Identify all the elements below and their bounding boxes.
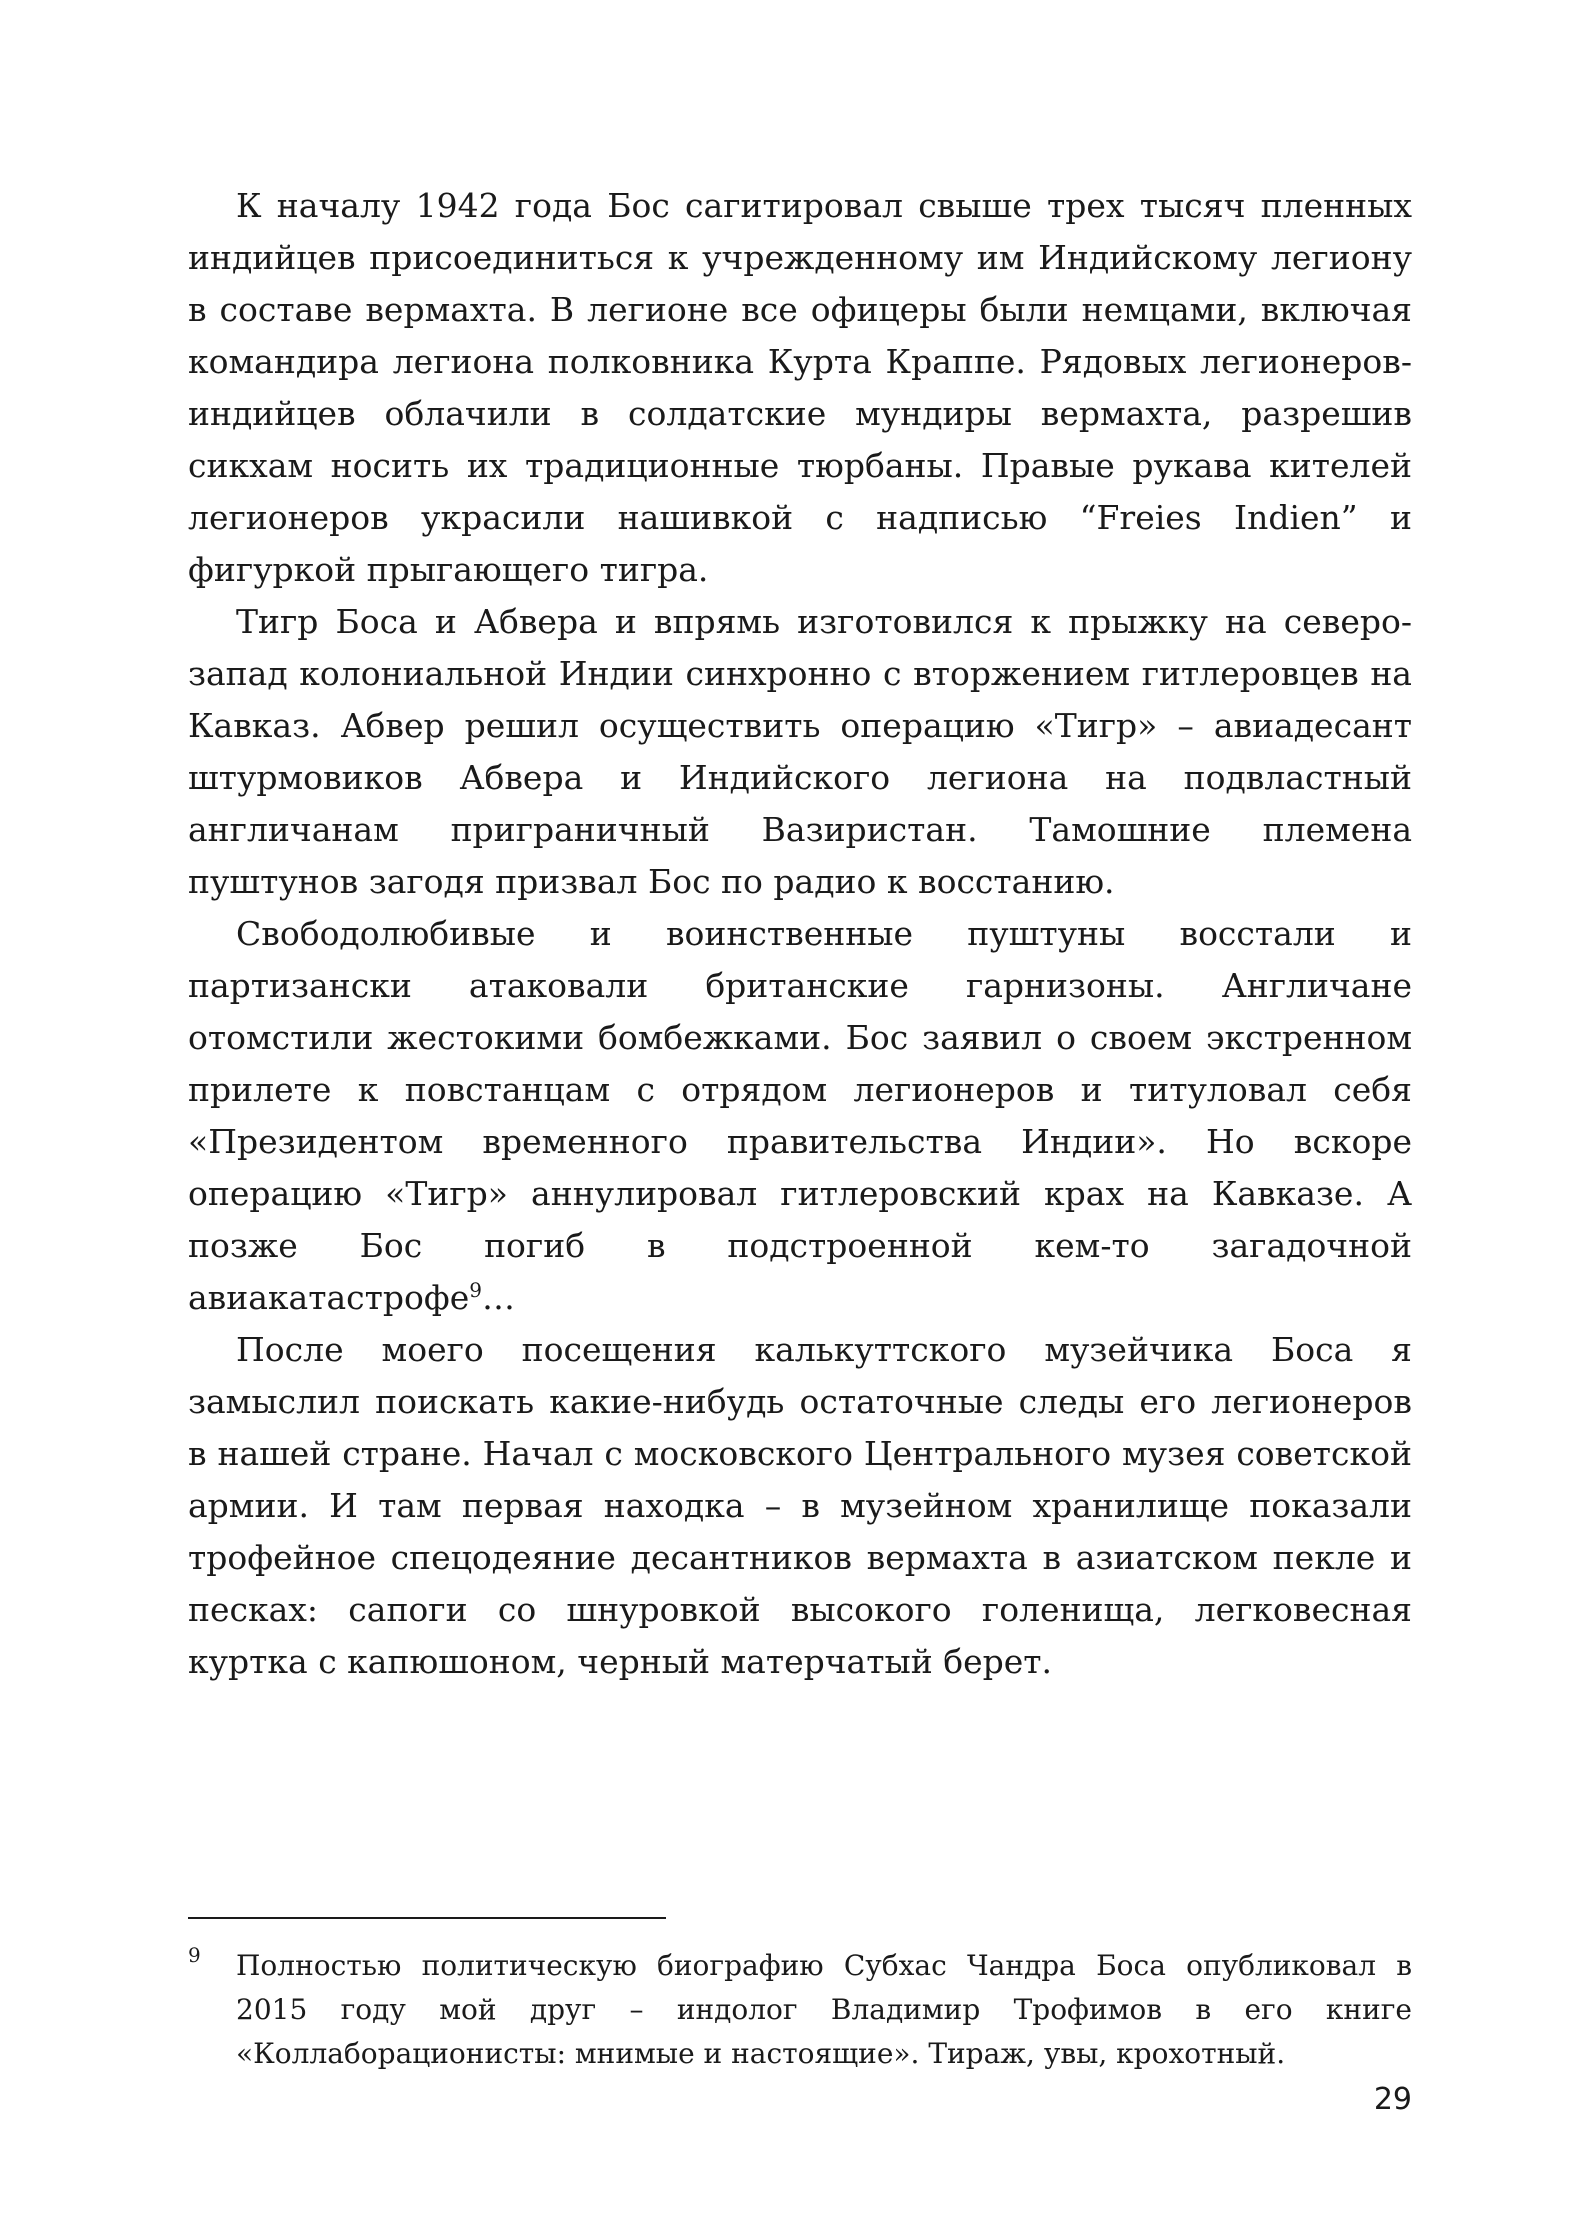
paragraph-1: К началу 1942 года Бос сагитировал свыше трех тысяч пленных индийцев присоединиться к учрежденному им Индийскому легиону в составе вермахта. В легионе все офицеры были немцами, включая командира легиона полковника Курта Краппе. Рядовых легионеров-индийцев облачили в солдатские мундиры вермахта, разрешив сикхам носить их традиционные тюрбаны. Правые рукава кителей легионеров украсили нашивкой с надписью “Freies Indien” и фигуркой прыгающего тигра. bbox=[188, 186, 1412, 589]
paragraph-2: Тигр Боса и Абвера и впрямь изготовился к прыжку на северо-запад колониальной Индии синхронно с вторжением гитлеровцев на Кавказ. Абвер решил осуществить операцию «Тигр» – авиадесант штурмовиков Абвера и Индийского легиона на подвластный англичанам приграничный Вазиристан. Тамошние племена пуштунов загодя призвал Бос по радио к восстанию. bbox=[188, 602, 1412, 901]
paragraph-3-ellipsis: … bbox=[481, 1278, 515, 1317]
footnote-reference[interactable]: 9 bbox=[469, 1278, 482, 1302]
footnote bbox=[188, 1944, 1412, 2076]
footnote-number: 9 bbox=[188, 1943, 201, 1967]
footnote-text: Полностью политическую биографию Субхас Чандра Боса опубликовал в 2015 году мой друг – индолог Владимир Трофимов в его книге «Коллаборационисты: мнимые и настоящие». Тираж, увы, крохотный. bbox=[236, 1949, 1412, 2070]
paragraph-3 bbox=[188, 908, 1412, 1324]
footnote-separator bbox=[188, 1917, 666, 1919]
page-number: 29 bbox=[1373, 2082, 1412, 2117]
paragraph-4: После моего посещения калькуттского музейчика Боса я замыслил поискать какие-нибудь остаточные следы его легионеров в нашей стране. Начал с московского Центрального музея советской армии. И там первая находка – в музейном хранилище показали трофейное спецодеяние десантников вермахта в азиатском пекле и песках: сапоги со шнуровкой высокого голенища, легковесная куртка с капюшоном, черный матерчатый берет. bbox=[188, 1330, 1412, 1681]
main-text bbox=[188, 180, 1412, 1688]
paragraph-3-text: Свободолюбивые и воинственные пуштуны восстали и партизански атаковали британские гарнизоны. Англичане отомстили жестокими бомбежками. Бос заявил о своем экстренном прилете к повстанцам с отрядом легионеров и титуловал себя «Президентом временного правительства Индии». Но вскоре операцию «Тигр» аннулировал гитлеровский крах на Кавказе. А позже Бос погиб в подстроенной кем-то загадочной авиакатастрофе bbox=[188, 914, 1412, 1317]
